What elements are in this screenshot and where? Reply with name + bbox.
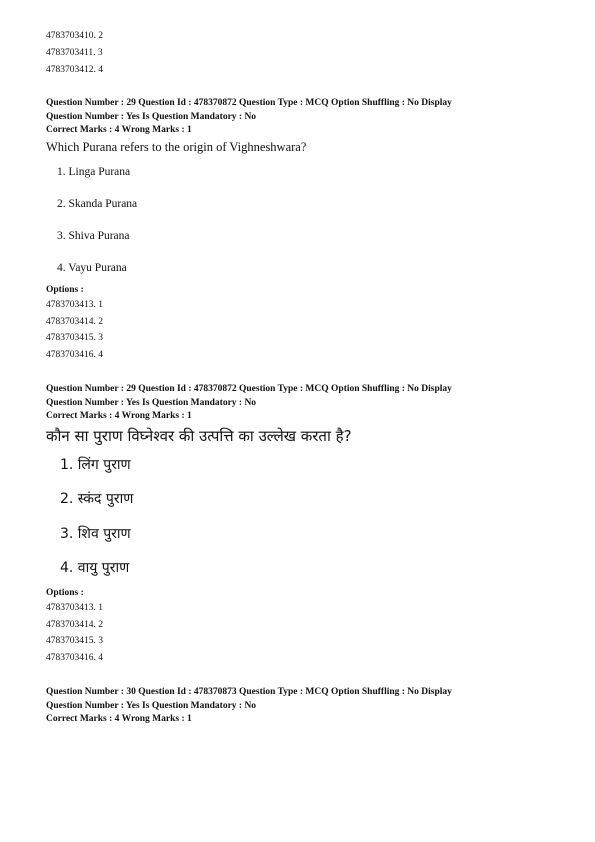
question-text: Which Purana refers to the origin of Vighneshwara? <box>46 139 307 154</box>
header-line-3: Correct Marks : 4 Wrong Marks : 1 <box>46 411 192 421</box>
question-29-english-options <box>46 283 566 363</box>
choice-list <box>60 448 566 586</box>
question-29-hindi-options <box>46 586 566 666</box>
question-header <box>46 383 566 424</box>
choice-item: 1. Linga Purana <box>57 165 131 178</box>
header-line-1: Question Number : 29 Question Id : 478370872 Question Type : MCQ Option Shuffling : No Display <box>46 98 452 108</box>
option-id-line: 4783703416. 4 <box>46 652 103 663</box>
question-29-english <box>46 97 566 284</box>
option-id-line: 4783703413. 1 <box>46 300 103 310</box>
option-id-line: 4783703411. 3 <box>46 47 103 58</box>
question-30 <box>46 686 566 727</box>
choice-item: 2. Skanda Purana <box>57 197 138 210</box>
question-header <box>46 686 566 727</box>
option-id-line: 4783703415. 3 <box>46 636 103 646</box>
choice-item: 3. शिव पुराण <box>60 525 131 542</box>
choice-item: 1. लिंग पुराण <box>60 456 131 473</box>
question-29-hindi <box>46 383 566 586</box>
option-id-list <box>46 297 566 363</box>
header-line-2: Question Number : Yes Is Question Mandatory : No <box>46 397 257 408</box>
option-id-line: 4783703414. 2 <box>46 316 103 327</box>
header-line-2: Question Number : Yes Is Question Mandatory : No <box>46 700 257 711</box>
option-id-line: 4783703413. 1 <box>46 603 103 613</box>
options-label: Options : <box>46 588 84 598</box>
option-id-line: 4783703415. 3 <box>46 333 103 343</box>
choice-item: 4. Vayu Purana <box>57 261 127 274</box>
header-line-3: Correct Marks : 4 Wrong Marks : 1 <box>46 714 192 724</box>
header-line-2: Question Number : Yes Is Question Mandatory : No <box>46 111 257 122</box>
header-line-1: Question Number : 29 Question Id : 478370872 Question Type : MCQ Option Shuffling : No Display <box>46 384 452 394</box>
header-line-1: Question Number : 30 Question Id : 478370873 Question Type : MCQ Option Shuffling : No Display <box>46 687 452 697</box>
option-id-line: 4783703410. 2 <box>46 31 103 41</box>
option-id-line: 4783703414. 2 <box>46 619 103 630</box>
choice-item: 4. वायु पुराण <box>60 560 130 577</box>
options-label: Options : <box>46 285 84 295</box>
question-text: कौन सा पुराण विघ्नेश्वर की उत्पत्ति का उल्लेख करता है? <box>46 426 352 445</box>
option-id-line: 4783703412. 4 <box>46 64 103 75</box>
option-id-list <box>46 600 566 666</box>
question-header <box>46 97 566 138</box>
header-line-3: Correct Marks : 4 Wrong Marks : 1 <box>46 125 192 135</box>
choice-list <box>57 156 566 284</box>
option-id-line: 4783703416. 4 <box>46 349 103 360</box>
choice-item: 3. Shiva Purana <box>57 229 130 242</box>
previous-option-ids <box>46 28 566 78</box>
choice-item: 2. स्कंद पुराण <box>60 491 134 508</box>
